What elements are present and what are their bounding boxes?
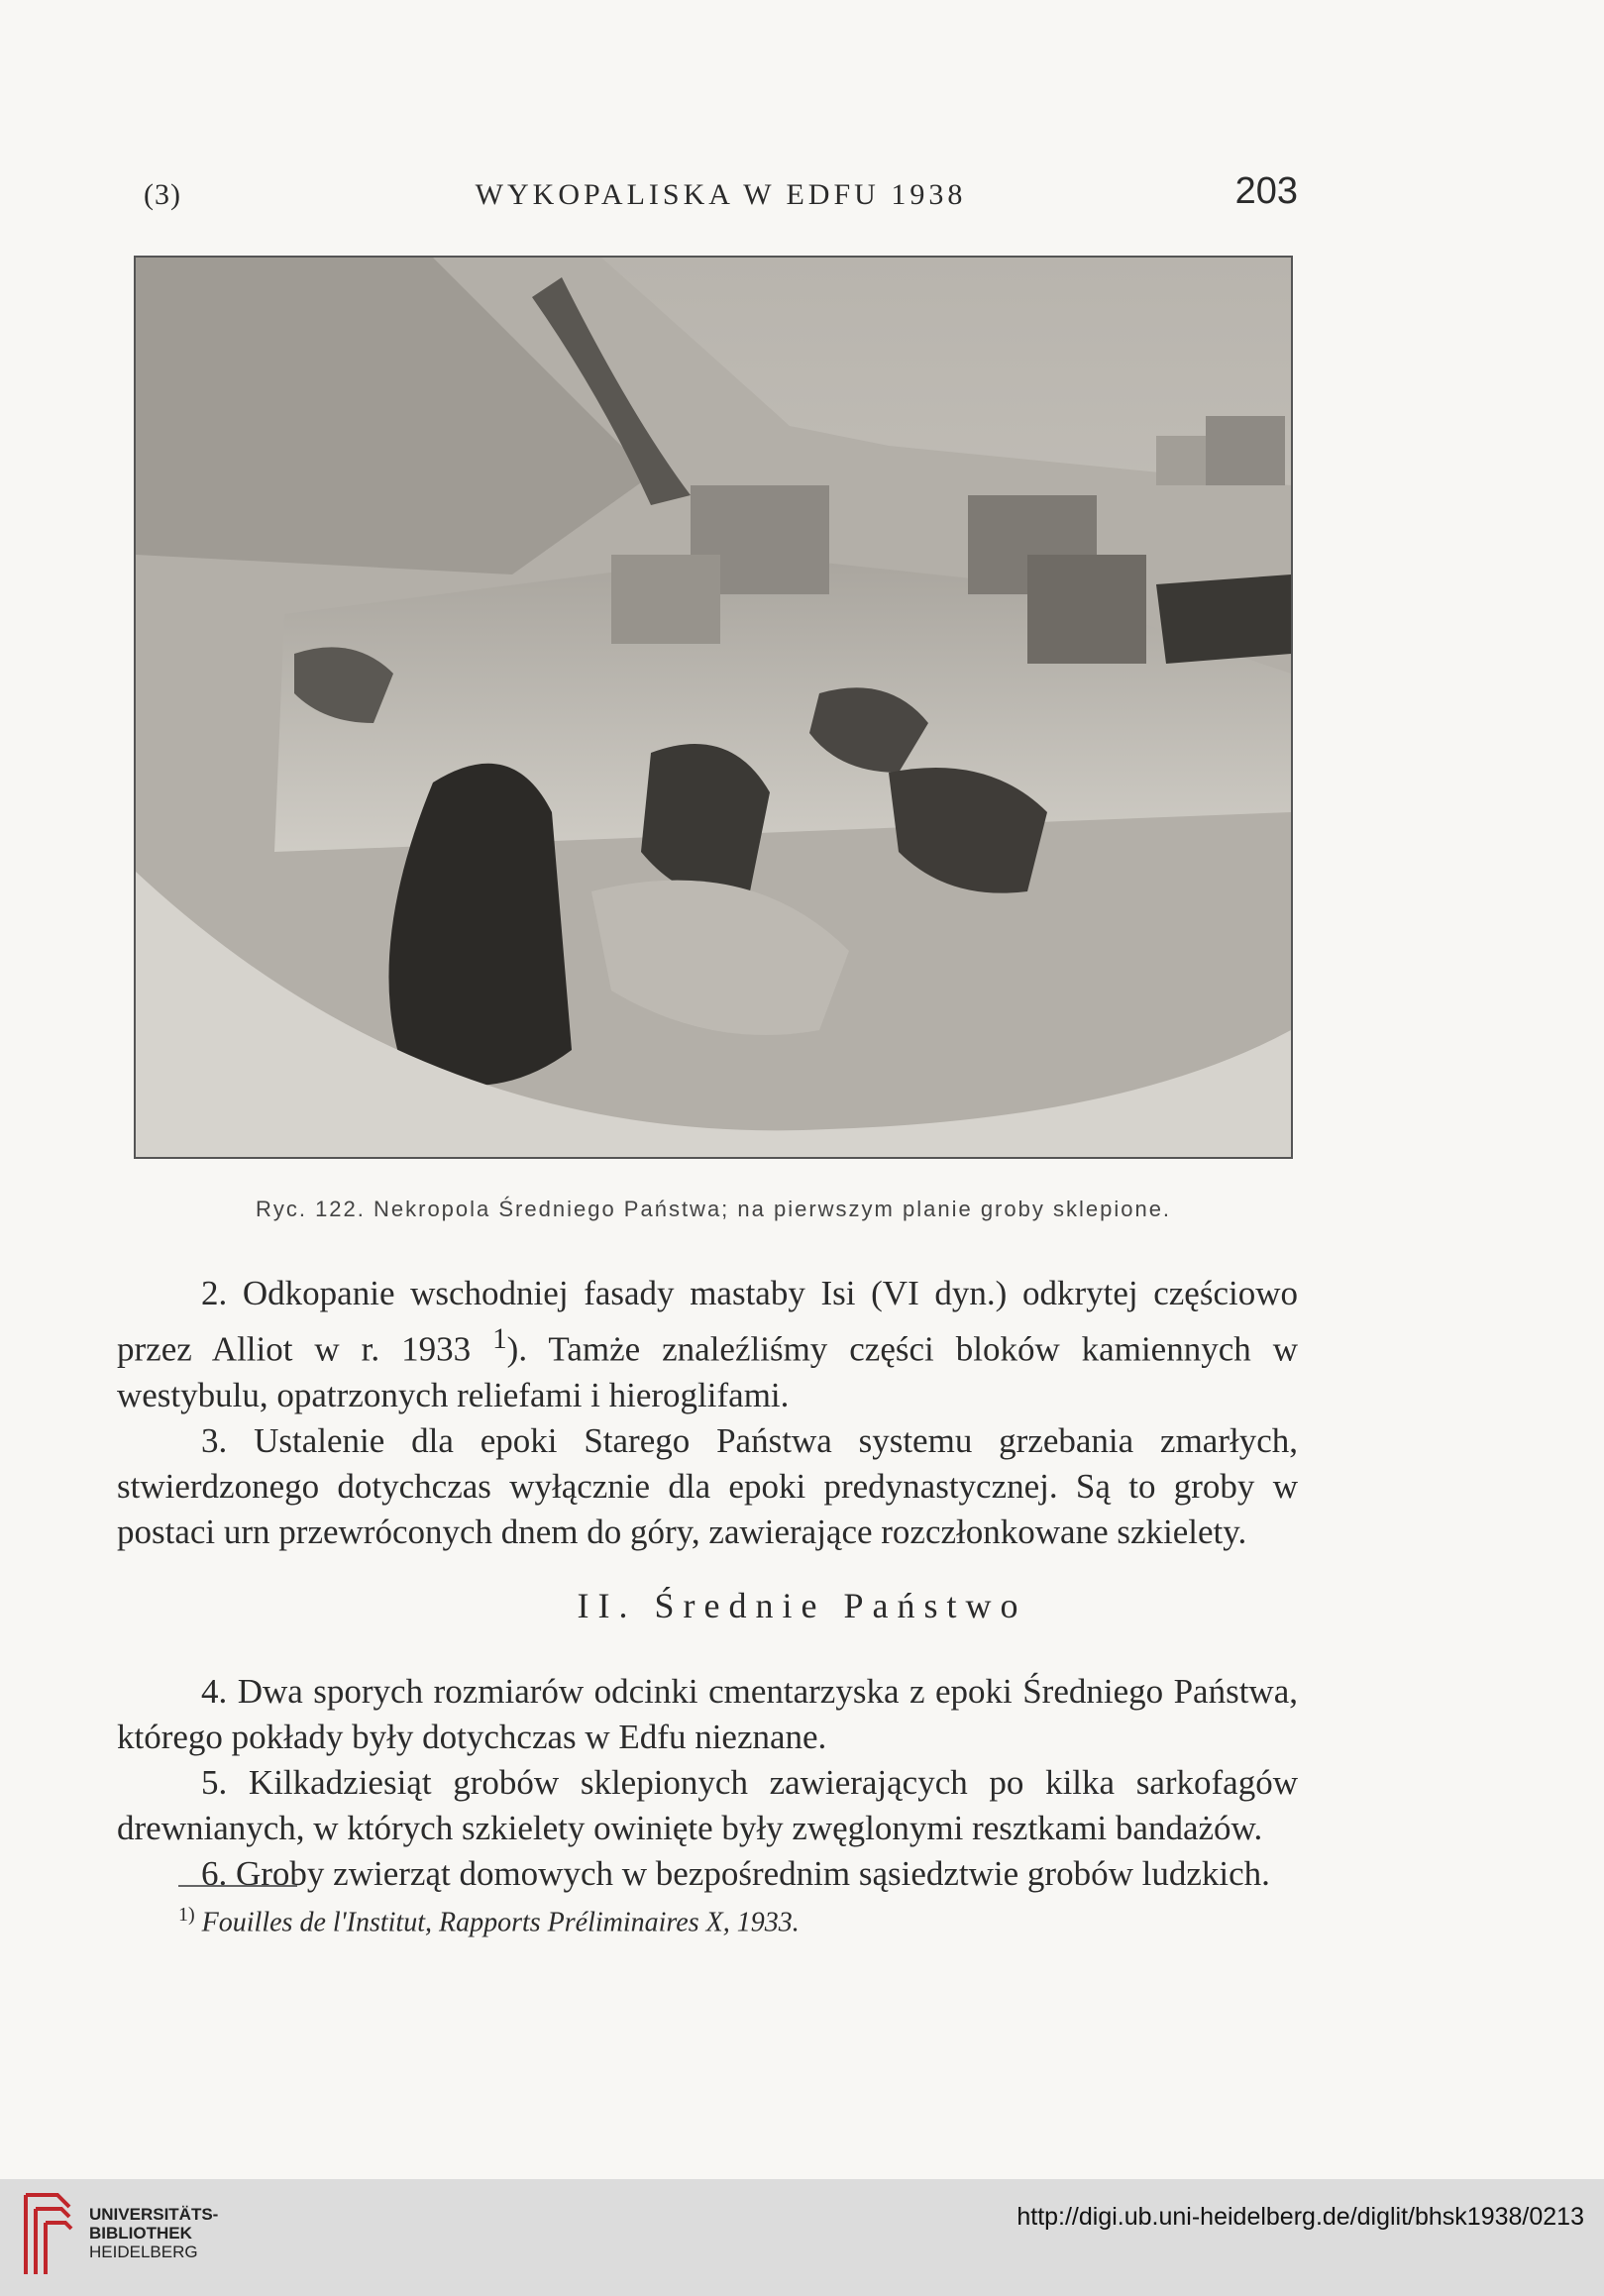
library-line-3: HEIDELBERG [89, 2243, 198, 2261]
body-text-block-2 [117, 1669, 1298, 1897]
footnote-rule [178, 1885, 297, 1887]
paragraph-5: 5. Kilkadziesiąt grobów sklepionych zawierających po kilka sarkofagów drewnianych, w których szkielety owinięte były zwęglonymi resztkami bandażów. [117, 1763, 1298, 1847]
header-section-number: (3) [144, 178, 181, 211]
footnote-text: Fouilles de l'Institut, Rapports Préliminaires X, 1933. [201, 1907, 800, 1938]
section-heading: II. Średnie Państwo [577, 1586, 1027, 1625]
footnote-reference[interactable]: 1 [492, 1323, 507, 1355]
paragraph-6: 6. Groby zwierząt domowych w bezpośrednim sąsiedztwie grobów ludzkich. [201, 1854, 1270, 1893]
paragraph-4: 4. Dwa sporych rozmiarów odcinki cmentarzyska z epoki Średniego Państwa, którego pokłady były dotychczas w Edfu nieznane. [117, 1672, 1298, 1756]
figure-caption: Ryc. 122. Nekropola Średniego Państwa; na pierwszym planie groby sklepione. [255, 1197, 1172, 1221]
library-line-1: UNIVERSITÄTS- [89, 2205, 219, 2224]
paragraph-2 [117, 1271, 1298, 1418]
library-name [89, 2205, 218, 2261]
running-header [144, 170, 1298, 220]
library-line-2: BIBLIOTHEK [89, 2224, 192, 2243]
body-text-block-1 [117, 1271, 1298, 1555]
header-title: WYKOPALISKA W EDFU 1938 [475, 178, 967, 211]
viewer-footer-bar [0, 2179, 1604, 2296]
paragraph-2-continued: ). Tamże znaleźliśmy części bloków kamiennych w westybulu, opatrzonych reliefami i hieroglifami. [117, 1329, 1298, 1414]
paragraph-3: 3. Ustalenie dla epoki Starego Państwa systemu grzebania zmarłych, stwierdzonego dotychczas wyłącznie dla epoki predynastycznej. Są to groby w postaci urn przewróconych dnem do góry, zawierające rozczłonkowane szkielety. [117, 1420, 1298, 1551]
footnote-mark: 1) [178, 1904, 195, 1926]
figure-photograph [134, 256, 1293, 1159]
footnote [178, 1904, 800, 1938]
excavation-photo-image [136, 258, 1291, 1157]
source-url-link[interactable]: http://digi.ub.uni-heidelberg.de/diglit/bhsk1938/0213 [1016, 2203, 1584, 2231]
library-logo-icon [18, 2189, 77, 2280]
paragraph-2-text: 2. Odkopanie wschodniej fasady mastaby Isi (VI dyn.) odkrytej częściowo przez Alliot w r. 1933 [117, 1274, 1298, 1369]
page-number: 203 [1234, 170, 1298, 212]
